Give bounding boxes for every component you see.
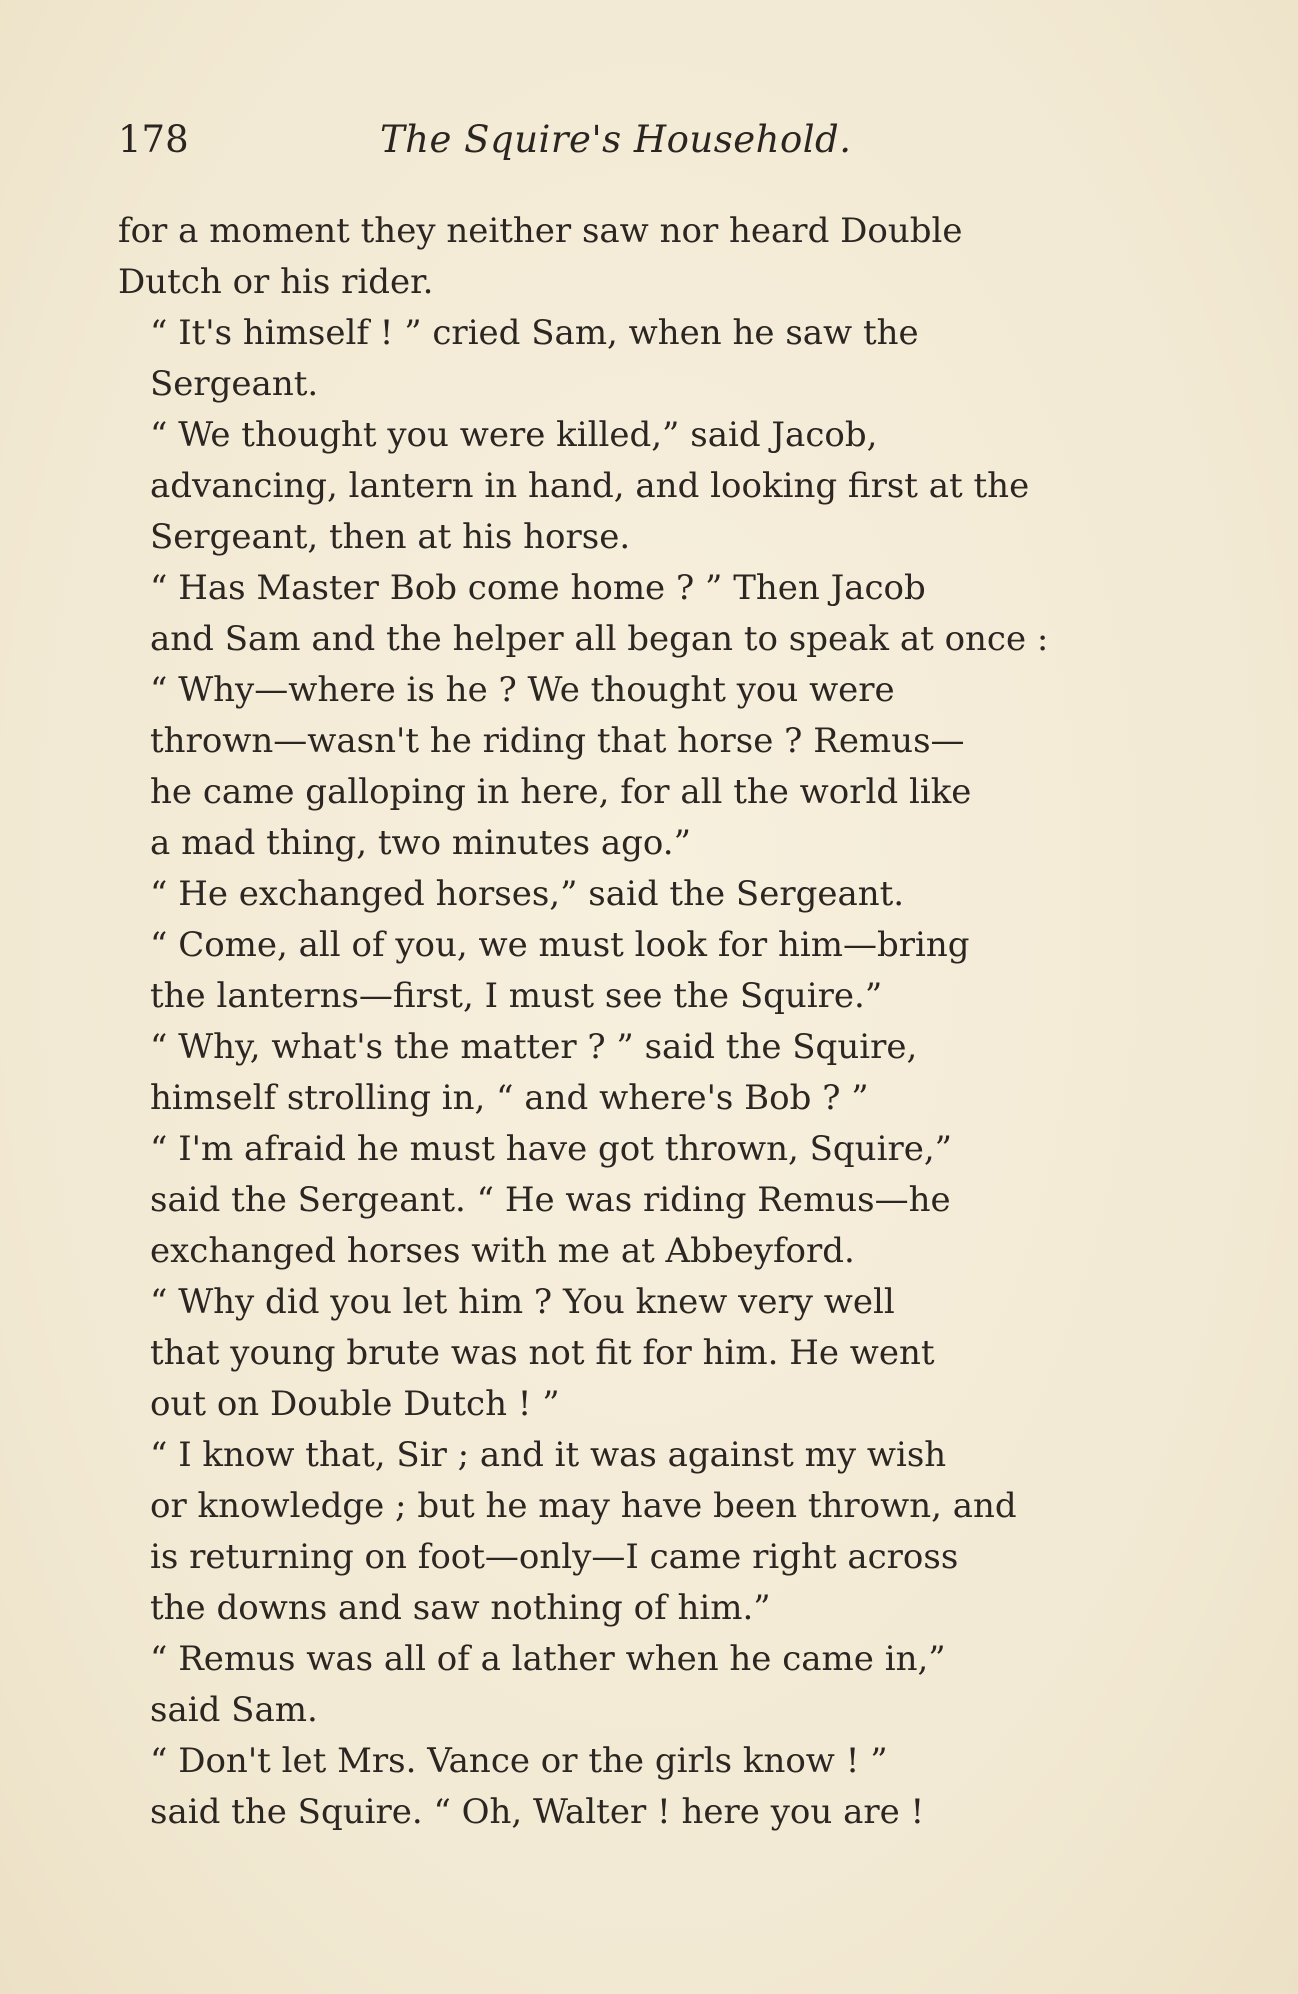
text-line: “ I'm afraid he must have got thrown, Squire,”	[150, 1129, 953, 1169]
paragraph	[118, 1430, 1158, 1634]
paragraph	[118, 410, 1158, 563]
text-line: thrown—wasn't he riding that horse ? Remus—	[150, 721, 965, 761]
text-line: “ We thought you were killed,” said Jacob,	[150, 415, 878, 455]
paragraph	[118, 665, 1158, 869]
text-line: Sergeant, then at his horse.	[150, 517, 631, 557]
paragraph	[118, 1277, 1158, 1430]
text-line: “ Has Master Bob come home ? ” Then Jacob	[150, 568, 926, 608]
text-line: “ Why did you let him ? You knew very well	[150, 1282, 895, 1322]
text-line: said the Sergeant. “ He was riding Remus—he	[150, 1180, 951, 1220]
text-line: “ Why—where is he ? We thought you were	[150, 670, 895, 710]
paragraph	[118, 1022, 1158, 1124]
text-line: he came galloping in here, for all the world like	[150, 772, 972, 812]
paragraph	[118, 1736, 1158, 1838]
paragraph	[118, 563, 1158, 665]
text-line: “ It's himself ! ” cried Sam, when he saw the	[150, 313, 919, 353]
body-text	[118, 206, 1158, 1838]
paragraph	[118, 869, 1158, 1022]
paragraph	[118, 206, 1158, 308]
text-line: is returning on foot—only—I came right across	[150, 1537, 959, 1577]
text-line: for a moment they neither saw nor heard Double	[118, 211, 963, 251]
paragraph	[118, 1634, 1158, 1736]
text-line: “ Don't let Mrs. Vance or the girls know ! ”	[150, 1741, 888, 1781]
text-line: exchanged horses with me at Abbeyford.	[150, 1231, 855, 1271]
text-line: “ Come, all of you, we must look for him—bring	[150, 925, 970, 965]
text-line: that young brute was not fit for him. He went	[150, 1333, 935, 1373]
text-line: or knowledge ; but he may have been thrown, and	[150, 1486, 1017, 1526]
text-line: the lanterns—first, I must see the Squire.”	[150, 976, 883, 1016]
page-number: 178	[118, 118, 189, 161]
text-line: “ He exchanged horses,” said the Sergeant.	[150, 874, 905, 914]
text-line: and Sam and the helper all began to speak at once :	[150, 619, 1049, 659]
text-line: himself strolling in, “ and where's Bob ? ”	[150, 1078, 869, 1118]
running-title: The Squire's Household.	[380, 118, 852, 161]
text-line: a mad thing, two minutes ago.”	[150, 823, 691, 863]
text-line: Dutch or his rider.	[118, 262, 434, 302]
text-line: “ Why, what's the matter ? ” said the Squire,	[150, 1027, 918, 1067]
text-line: “ Remus was all of a lather when he came in,”	[150, 1639, 946, 1679]
paragraph	[118, 1124, 1158, 1277]
text-line: said Sam.	[150, 1690, 318, 1730]
text-line: advancing, lantern in hand, and looking first at the	[150, 466, 1030, 506]
running-head	[118, 118, 1158, 174]
text-line: Sergeant.	[150, 364, 319, 404]
text-line: “ I know that, Sir ; and it was against my wish	[150, 1435, 947, 1475]
text-line: said the Squire. “ Oh, Walter ! here you are !	[150, 1792, 925, 1832]
text-line: the downs and saw nothing of him.”	[150, 1588, 771, 1628]
paragraph	[118, 308, 1158, 410]
text-line: out on Double Dutch ! ”	[150, 1384, 560, 1424]
